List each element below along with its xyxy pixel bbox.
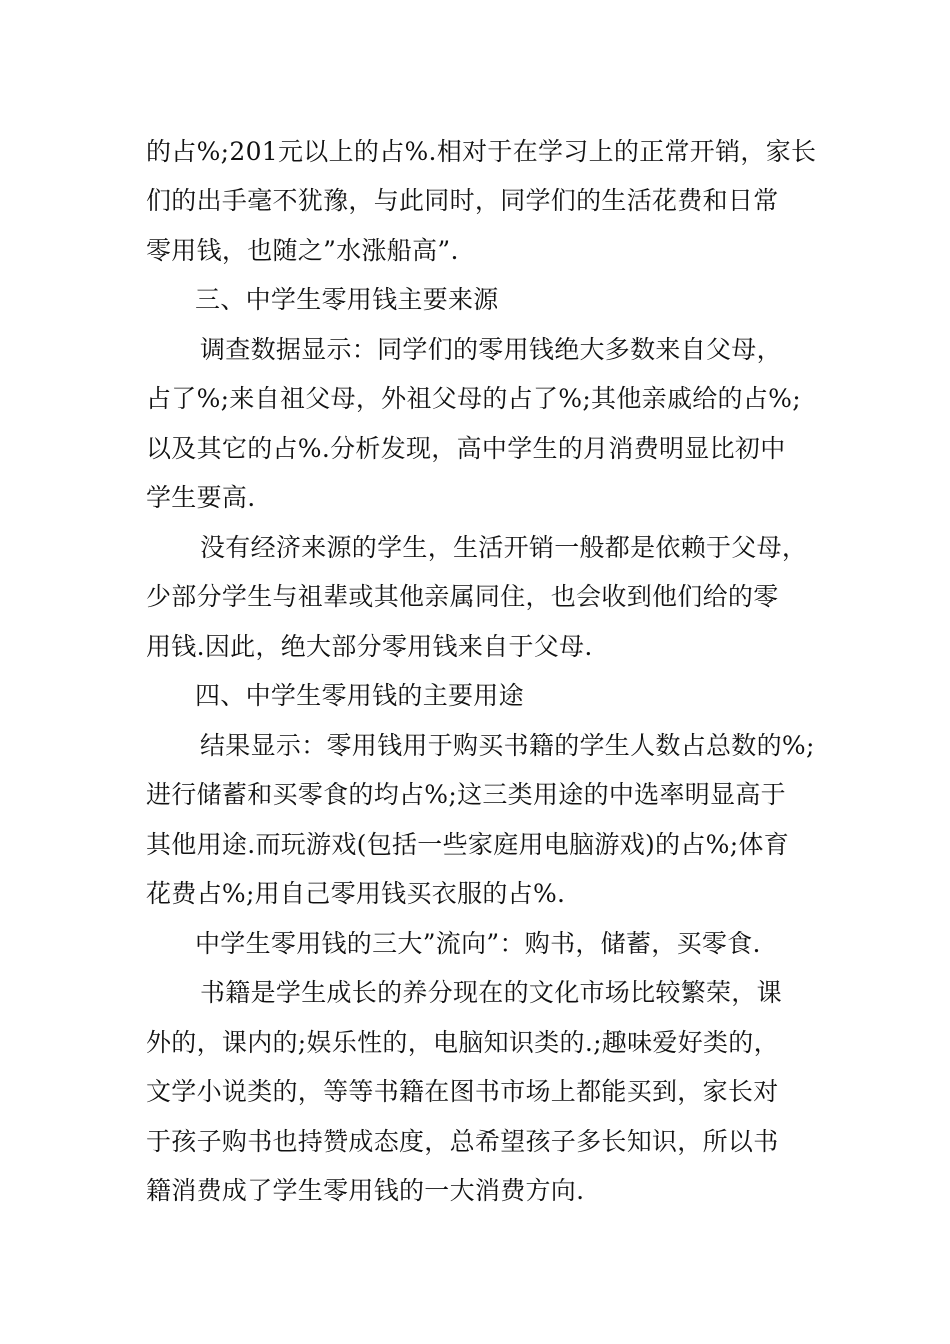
paragraph-line: 以及其它的占%.分析发现，高中学生的月消费明显比初中	[146, 434, 786, 463]
paragraph-line: 少部分学生与祖辈或其他亲属同住，也会收到他们给的零	[146, 582, 779, 611]
paragraph-line: 花费占%;用自己零用钱买衣服的占%.	[146, 879, 566, 908]
paragraph-line: 学生要高.	[146, 483, 256, 512]
paragraph-line: 零用钱，也随之”水涨船高”.	[146, 236, 459, 265]
paragraph-line: 籍消费成了学生零用钱的一大消费方向.	[146, 1176, 585, 1205]
paragraph-line: 进行储蓄和买零食的均占%;这三类用途的中选率明显高于	[146, 780, 786, 809]
paragraph-line: 调查数据显示：同学们的零用钱绝大多数来自父母，	[200, 335, 782, 364]
paragraph-line: 的占%;201元以上的占%.相对于在学习上的正常开销，家长	[146, 137, 817, 166]
paragraph-line: 外的，课内的;娱乐性的，电脑知识类的.;趣味爱好类的，	[146, 1028, 779, 1057]
section-heading: 四、中学生零用钱的主要用途	[195, 681, 524, 710]
paragraph-line: 于孩子购书也持赞成态度，总希望孩子多长知识，所以书	[146, 1127, 779, 1156]
paragraph-line: 文学小说类的，等等书籍在图书市场上都能买到，家长对	[146, 1077, 779, 1106]
paragraph-line: 占了%;来自祖父母，外祖父母的占了%;其他亲戚给的占%;	[146, 384, 801, 413]
paragraph-line: 结果显示：零用钱用于购买书籍的学生人数占总数的%;	[200, 731, 815, 760]
paragraph-line: 书籍是学生成长的养分现在的文化市场比较繁荣，课	[200, 978, 782, 1007]
paragraph-line: 们的出手毫不犹豫，与此同时，同学们的生活花费和日常	[146, 186, 779, 215]
paragraph-line: 其他用途.而玩游戏(包括一些家庭用电脑游戏)的占%;体育	[146, 830, 790, 859]
paragraph-line: 中学生零用钱的三大”流向”：购书，储蓄，买零食.	[195, 929, 761, 958]
paragraph-line: 没有经济来源的学生，生活开销一般都是依赖于父母，	[200, 533, 808, 562]
paragraph-line: 用钱.因此，绝大部分零用钱来自于父母.	[146, 632, 593, 661]
section-heading: 三、中学生零用钱主要来源	[195, 285, 499, 314]
